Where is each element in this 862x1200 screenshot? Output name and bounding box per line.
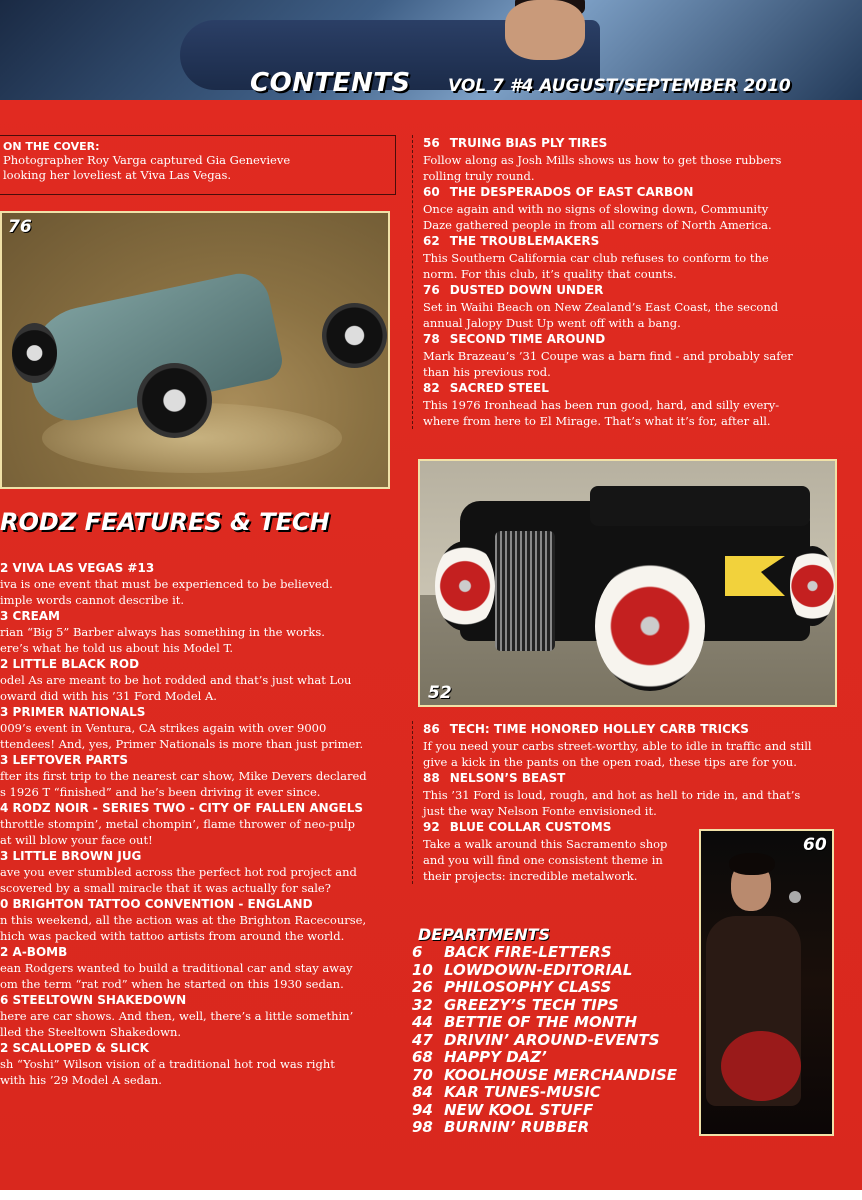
feature-desc: with his ’29 Model A sedan. [0, 1073, 162, 1087]
article-desc: Set in Waihi Beach on New Zealand’s East Coast, the second [423, 300, 779, 314]
department-label: BURNIN’ RUBBER [444, 1118, 590, 1136]
article-page: 76 [423, 283, 440, 297]
feature-title: 2 A-BOMB [0, 945, 68, 959]
department-item[interactable] [412, 1102, 712, 1120]
department-item[interactable] [412, 997, 712, 1015]
department-page: 47 [412, 1030, 433, 1049]
article-title-row [423, 233, 838, 250]
feature-desc: throttle stompin’, metal chompin’, flame thrower of neo-pulp [0, 817, 356, 831]
hot-rod-roof [590, 486, 810, 526]
departments-section [412, 925, 712, 1137]
article-page: 60 [423, 185, 440, 199]
article-desc: Daze gathered people in from all corners of North America. [423, 218, 772, 232]
feature-item[interactable] [0, 800, 400, 848]
department-label: BETTIE OF THE MONTH [444, 1013, 638, 1031]
hot-rod-grille [495, 531, 555, 651]
article-title: NELSON’S BEAST [449, 771, 566, 785]
article-item[interactable] [413, 282, 838, 331]
feature-item[interactable] [0, 992, 400, 1040]
article-desc: rolling truly round. [423, 169, 535, 183]
features-heading: RODZ FEATURES & TECH [0, 508, 330, 536]
article-page: 86 [423, 722, 440, 736]
feature-desc: rian “Big 5” Barber always has something in the works. [0, 625, 325, 639]
article-item[interactable] [413, 233, 838, 282]
department-page: 84 [412, 1083, 433, 1101]
article-desc: than his previous rod. [423, 365, 551, 379]
article-desc: This 1976 Ironhead has been run good, hard, and silly every- [423, 398, 780, 412]
feature-item[interactable] [0, 608, 400, 656]
feature-desc: odel As are meant to be hot rodded and that’s just what Lou [0, 673, 352, 687]
department-page: 10 [412, 960, 433, 979]
feature-desc: ere’s what he told us about his Model T. [0, 641, 234, 655]
hot-rod-wheel [790, 546, 835, 626]
feature-desc: hich was packed with tattoo artists from around the world. [0, 929, 345, 943]
article-item[interactable] [413, 380, 838, 429]
article-desc: This Southern California car club refuses to conform to the [423, 251, 769, 265]
article-item[interactable] [413, 721, 838, 770]
article-title-row [423, 184, 838, 201]
feature-desc: ean Rodgers wanted to build a traditional car and stay away [0, 961, 353, 975]
feature-title: 3 CREAM [0, 609, 60, 623]
article-desc: Take a walk around this Sacramento shop [423, 837, 668, 851]
department-page: 68 [412, 1048, 433, 1066]
feature-item[interactable] [0, 944, 400, 992]
feature-item[interactable] [0, 560, 400, 608]
article-title: TECH: TIME HONORED HOLLEY CARB TRICKS [449, 722, 749, 736]
guitarist-photo [699, 829, 834, 1136]
feature-item[interactable] [0, 656, 400, 704]
article-title-row [423, 380, 838, 397]
feature-title: 3 LITTLE BROWN JUG [0, 849, 142, 863]
roadster-photo [0, 211, 390, 489]
department-page: 44 [412, 1013, 433, 1031]
article-page: 92 [423, 820, 440, 834]
department-label: GREEZY’S TECH TIPS [444, 995, 619, 1014]
feature-desc: iva is one event that must be experienced to be believed. [0, 577, 333, 591]
photo-page-number: 60 [803, 835, 827, 855]
department-item[interactable] [412, 1119, 712, 1137]
department-page: 94 [412, 1100, 433, 1119]
microphone [789, 891, 801, 903]
article-title: TRUING BIAS PLY TIRES [449, 136, 608, 150]
article-title: DUSTED DOWN UNDER [449, 283, 604, 297]
department-label: PHILOSOPHY CLASS [444, 978, 612, 996]
feature-item[interactable] [0, 752, 400, 800]
feature-desc: oward did with his ’31 Ford Model A. [0, 689, 217, 703]
issue-label: VOL 7 #4 AUGUST/SEPTEMBER 2010 [448, 76, 791, 96]
feature-desc: ave you ever stumbled across the perfect hot rod project and [0, 865, 357, 879]
feature-title: 2 SCALLOPED & SLICK [0, 1041, 149, 1055]
article-item[interactable] [413, 184, 838, 233]
hot-rod-wheel [435, 541, 495, 631]
article-page: 82 [423, 381, 440, 395]
on-the-cover-heading: ON THE COVER: [3, 140, 100, 153]
features-list [0, 560, 400, 1088]
feature-desc: at will blow your face out! [0, 833, 153, 847]
department-item[interactable] [412, 1084, 712, 1102]
roadster-wheel [322, 303, 387, 368]
article-desc: just the way Nelson Fonte envisioned it. [423, 804, 657, 818]
hot-rod-wheel [595, 561, 705, 691]
department-label: HAPPY DAZ’ [444, 1048, 547, 1066]
on-the-cover-line: Photographer Roy Varga captured Gia Genevieve [3, 153, 291, 167]
article-desc: This ’31 Ford is loud, rough, and hot as hell to ride in, and that’s [423, 788, 801, 802]
article-desc: Once again and with no signs of slowing down, Community [423, 202, 769, 216]
department-label: LOWDOWN-EDITORIAL [444, 960, 633, 979]
department-item[interactable] [412, 962, 712, 980]
article-title: SECOND TIME AROUND [449, 332, 606, 346]
feature-desc: s 1926 T “finished” and he’s been driving it ever since. [0, 785, 321, 799]
department-label: KOOLHOUSE MERCHANDISE [444, 1065, 678, 1084]
article-title-row [423, 282, 838, 299]
article-title: BLUE COLLAR CUSTOMS [449, 820, 612, 834]
departments-heading: DEPARTMENTS [418, 925, 551, 944]
article-title-row [423, 721, 838, 738]
masthead [250, 68, 850, 104]
article-desc: and you will find one consistent theme in [423, 853, 663, 867]
feature-title: 3 PRIMER NATIONALS [0, 705, 146, 719]
department-item[interactable] [412, 944, 712, 962]
department-item[interactable] [412, 979, 712, 997]
department-item[interactable] [412, 1014, 712, 1032]
article-title: SACRED STEEL [449, 381, 549, 395]
department-page: 32 [412, 995, 433, 1014]
roadster-wheel [12, 323, 57, 383]
photo-page-number: 52 [428, 683, 452, 703]
department-item[interactable] [412, 1049, 712, 1067]
article-item[interactable] [413, 135, 838, 184]
article-title: THE TROUBLEMAKERS [449, 234, 600, 248]
feature-title: 2 LITTLE BLACK ROD [0, 657, 140, 671]
department-page: 6 [412, 943, 423, 961]
feature-item[interactable] [0, 848, 400, 896]
feature-desc: om the term “rat rod” when he started on this 1930 sedan. [0, 977, 344, 991]
on-the-cover-text [3, 153, 383, 183]
feature-title: 0 BRIGHTON TATTOO CONVENTION - ENGLAND [0, 897, 313, 911]
department-item[interactable] [412, 1067, 712, 1085]
article-title: THE DESPERADOS OF EAST CARBON [449, 185, 694, 199]
feature-item[interactable] [0, 896, 400, 944]
header-photo-face [505, 0, 585, 60]
feature-desc: n this weekend, all the action was at the Brighton Racecourse, [0, 913, 367, 927]
article-desc: Mark Brazeau’s ’31 Coupe was a barn find - and probably safer [423, 349, 793, 363]
article-item[interactable] [413, 770, 838, 819]
department-page: 70 [412, 1065, 433, 1084]
feature-title: 3 LEFTOVER PARTS [0, 753, 129, 767]
feature-desc: scovered by a small miracle that it was actually for sale? [0, 881, 331, 895]
feature-title: 2 VIVA LAS VEGAS #13 [0, 561, 155, 575]
article-desc: where from here to El Mirage. That’s what it’s for, after all. [423, 414, 771, 428]
department-page: 98 [412, 1118, 433, 1136]
article-desc: Follow along as Josh Mills shows us how to get those rubbers [423, 153, 782, 167]
article-item[interactable] [413, 331, 838, 380]
department-label: KAR TUNES-MUSIC [444, 1083, 601, 1101]
right-articles-top [412, 135, 838, 429]
roadster-wheel [137, 363, 212, 438]
feature-desc: imple words cannot describe it. [0, 593, 185, 607]
article-page: 88 [423, 771, 440, 785]
article-desc: their projects: incredible metalwork. [423, 869, 638, 883]
photo-page-number: 76 [8, 217, 32, 237]
department-page: 26 [412, 978, 433, 996]
article-desc: norm. For this club, it’s quality that counts. [423, 267, 677, 281]
feature-desc: fter its first trip to the nearest car show, Mike Devers declared [0, 769, 367, 783]
article-title-row [423, 135, 838, 152]
article-page: 78 [423, 332, 440, 346]
feature-desc: 009’s event in Ventura, CA strikes again with over 9000 [0, 721, 327, 735]
department-label: BACK FIRE-LETTERS [444, 943, 612, 961]
feature-item[interactable] [0, 1040, 400, 1088]
article-desc: give a kick in the pants on the open road, these tips are for you. [423, 755, 797, 769]
feature-title: 4 RODZ NOIR - SERIES TWO - CITY OF FALLEN ANGELS [0, 801, 363, 815]
contents-title: CONTENTS [250, 68, 411, 98]
page-bottom-edge [0, 1190, 862, 1200]
feature-item[interactable] [0, 704, 400, 752]
feature-desc: sh “Yoshi” Wilson vision of a traditional hot rod was right [0, 1057, 335, 1071]
article-desc: annual Jalopy Dust Up went off with a bang. [423, 316, 681, 330]
on-the-cover-line: looking her loveliest at Viva Las Vegas. [3, 168, 232, 182]
department-label: NEW KOOL STUFF [444, 1100, 594, 1119]
guitar [721, 1031, 801, 1101]
article-page: 56 [423, 136, 440, 150]
hot-rod-photo [418, 459, 837, 707]
department-label: DRIVIN’ AROUND-EVENTS [444, 1030, 660, 1049]
on-the-cover-box [0, 135, 396, 195]
department-item[interactable] [412, 1032, 712, 1050]
article-title-row [423, 331, 838, 348]
article-desc: If you need your carbs street-worthy, able to idle in traffic and still [423, 739, 812, 753]
guitarist-hair [729, 853, 775, 875]
article-title-row [423, 770, 838, 787]
feature-title: 6 STEELTOWN SHAKEDOWN [0, 993, 187, 1007]
feature-desc: ttendees! And, yes, Primer Nationals is more than just primer. [0, 737, 364, 751]
article-page: 62 [423, 234, 440, 248]
feature-desc: here are car shows. And then, well, there’s a little somethin’ [0, 1009, 354, 1023]
feature-desc: lled the Steeltown Shakedown. [0, 1025, 182, 1039]
